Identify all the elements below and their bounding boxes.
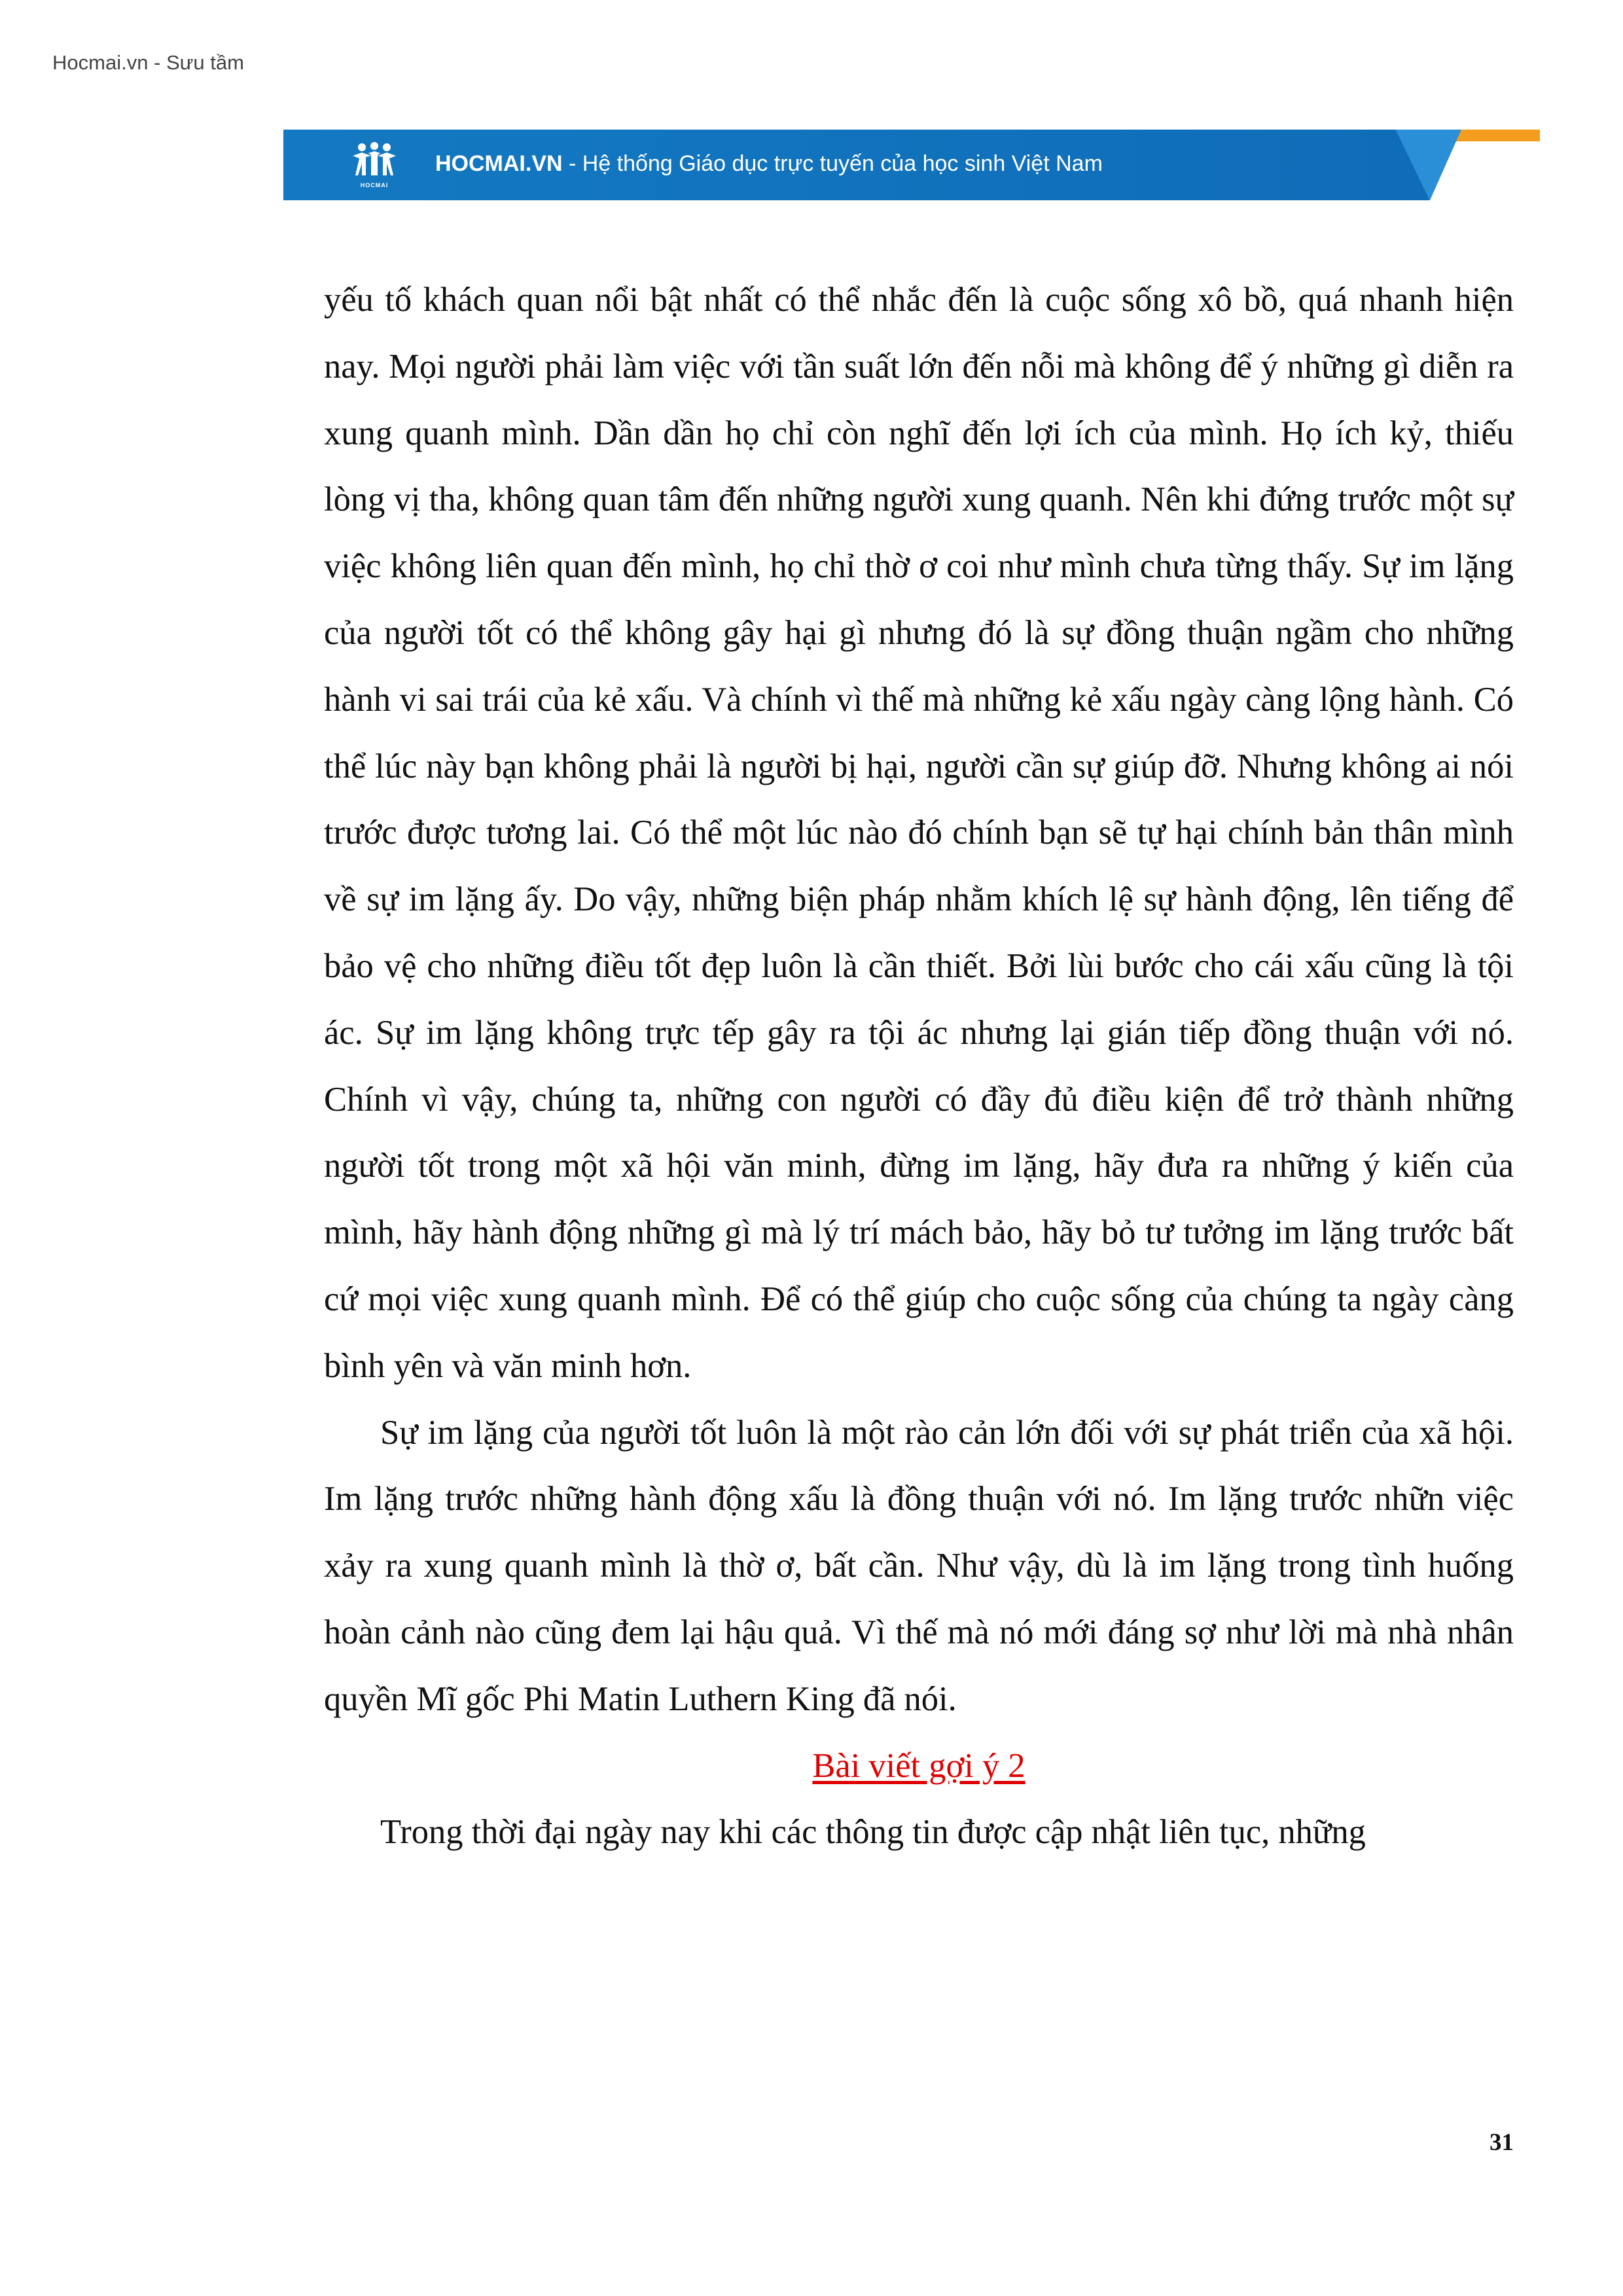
header-banner bbox=[283, 130, 1540, 200]
body-paragraph-1: yếu tố khách quan nổi bật nhất có thể nhắc đến là cuộc sống xô bồ, quá nhanh hiện nay. Mọi người phải làm việc với tần suất lớn đến nỗi mà không để ý những gì diễn ra xung quanh mình. Dần dần họ chỉ còn nghĩ đến lợi ích của mình. Họ ích kỷ, thiếu lòng vị tha, không quan tâm đến những người xung quanh. Nên khi đứng trước một sự việc không liên quan đến mình, họ chỉ thờ ơ coi như mình chưa từng thấy. Sự im lặng của người tốt có thể không gây hại gì nhưng đó là sự đồng thuận ngầm cho những hành vi sai trái của kẻ xấu. Và chính vì thế mà những kẻ xấu ngày càng lộng hành. Có thể lúc này bạn không phải là người bị hại, người cần sự giúp đỡ. Nhưng không ai nói trước được tương lai. Có thể một lúc nào đó chính bạn sẽ tự hại chính bản thân mình về sự im lặng ấy. Do vậy, những biện pháp nhằm khích lệ sự hành động, lên tiếng để bảo vệ cho những điều tốt đẹp luôn là cần thiết. Bởi lùi bước cho cái xấu cũng là tội ác. Sự im lặng không trực tếp gây ra tội ác nhưng lại gián tiếp đồng thuận với nó. Chính vì vậy, chúng ta, những con người có đầy đủ điều kiện để trở thành những người tốt trong một xã hội văn minh, đừng im lặng, hãy đưa ra những ý kiến của mình, hãy hành động những gì mà lý trí mách bảo, hãy bỏ tư tưởng im lặng trước bất cứ mọi việc xung quanh mình. Để có thể giúp cho cuộc sống của chúng ta ngày càng bình yên và văn minh hơn. bbox=[324, 281, 1514, 1385]
logo-figures-icon bbox=[349, 141, 400, 178]
section-title: Bài viết gợi ý 2 bbox=[812, 1746, 1026, 1785]
body-paragraph-3: Trong thời đại ngày nay khi các thông tin được cập nhật liên tục, những bbox=[380, 1813, 1366, 1852]
hocmai-logo-icon bbox=[349, 141, 400, 188]
banner-brand: HOCMAI.VN bbox=[435, 151, 563, 176]
logo-caption: HOCMAI bbox=[360, 182, 389, 188]
banner-title bbox=[435, 151, 1103, 177]
banner-tagline: - Hệ thống Giáo dục trực tuyến của học sinh Việt Nam bbox=[562, 151, 1103, 176]
page-number: 31 bbox=[1489, 2129, 1514, 2156]
body-paragraph-2: Sự im lặng của người tốt luôn là một rào cản lớn đối với sự phát triển của xã hội. Im lặng trước những hành động xấu là đồng thuận với nó. Im lặng trước nhữn việc xảy ra xung quanh mình là thờ ơ, bất cần. Như vậy, dù là im lặng trong tình huống hoàn cảnh nào cũng đem lại hậu quả. Vì thế mà nó mới đáng sợ như lời mà nhà nhân quyền Mĩ gốc Phi Matin Luthern King đã nói. bbox=[324, 1413, 1514, 1718]
source-watermark: Hocmai.vn - Sưu tầm bbox=[52, 51, 244, 74]
document-body bbox=[324, 267, 1514, 1866]
